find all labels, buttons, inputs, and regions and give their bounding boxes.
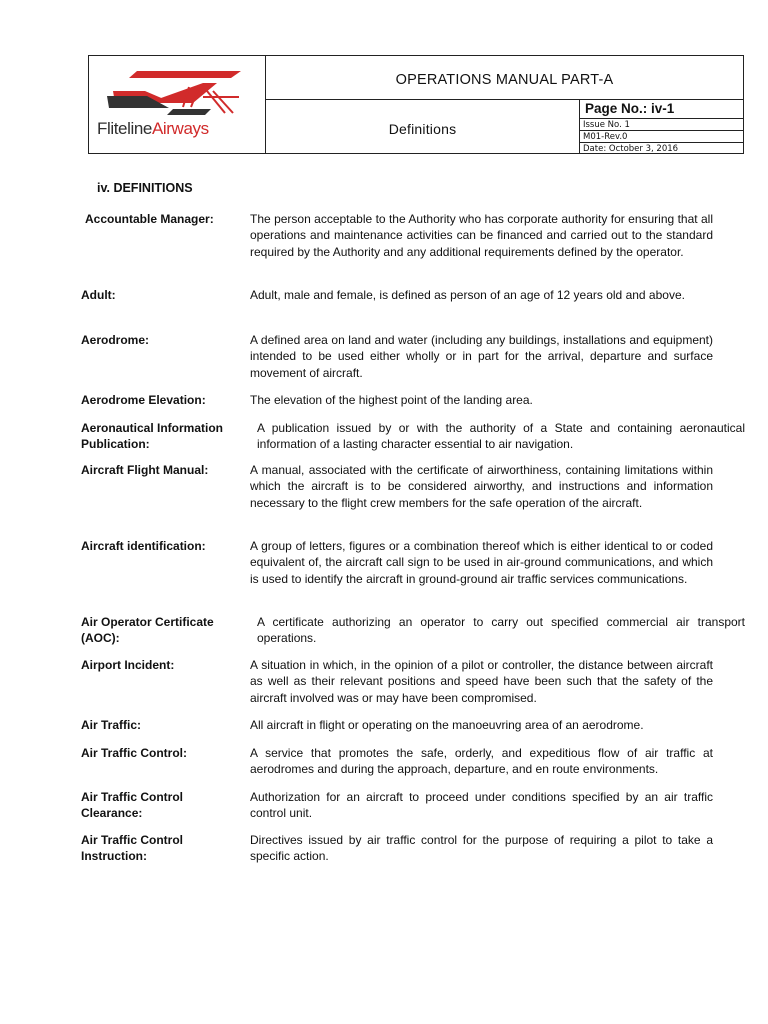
revision-row [580, 131, 743, 143]
brand-name-part1: Fliteline [97, 119, 152, 138]
definition-entry [81, 392, 745, 408]
definition-entry [81, 717, 745, 733]
definition-term: Adult: [81, 288, 116, 302]
section-title-cell [266, 100, 580, 153]
manual-title-row [266, 56, 743, 100]
definition-term: Aerodrome: [81, 333, 150, 347]
definition-term: Air Traffic Control Instruction: [81, 833, 184, 864]
definition-term: Air Traffic: [81, 718, 142, 732]
definition-text: All aircraft in flight or operating on the manoeuvring area of an aerodrome. [250, 718, 644, 732]
section-heading: iv. DEFINITIONS [97, 181, 193, 195]
definition-term: Airport Incident: [81, 658, 175, 672]
definition-term: Accountable Manager: [85, 212, 214, 226]
date-row [580, 143, 743, 155]
section-title: Definitions [388, 121, 457, 137]
definition-term: Aircraft identification: [81, 539, 206, 553]
definition-entry [81, 832, 745, 864]
page-number-row [580, 100, 743, 119]
definition-term: Air Operator Certificate (AOC): [81, 615, 214, 646]
definition-text: A manual, associated with the certificate of airworthiness, containing limitations within which the aircraft is to be considered airworthy, and instructions and information necessary to the flight crew members for the safe operation of the aircraft. [250, 463, 713, 510]
definition-entry [81, 287, 745, 319]
definition-entry [81, 538, 745, 602]
issue-row [580, 119, 743, 131]
definition-term: Aircraft Flight Manual: [81, 463, 209, 477]
definition-entry [81, 420, 745, 452]
definition-entry [81, 332, 745, 380]
definition-entry [81, 614, 745, 646]
manual-title: OPERATIONS MANUAL PART-A [395, 72, 614, 88]
definition-entry [81, 745, 745, 777]
definition-text: A certificate authorizing an operator to carry out specified commercial air transport operations. [257, 615, 745, 646]
definition-text: The person acceptable to the Authority who has corporate authority for ensuring that all operations and maintenance activities can be financed and carried out to the standard required by the Authority and any additional requirements defined by the operator. [250, 212, 713, 259]
definition-text: A publication issued by or with the authority of a State and containing aeronautical information of a lasting character essential to air navigation. [257, 421, 745, 452]
issue-number: Issue No. 1 [583, 120, 630, 130]
definition-entry [81, 211, 745, 275]
definition-text: The elevation of the highest point of the landing area. [250, 393, 533, 407]
definition-entry [81, 657, 745, 705]
document-meta [580, 100, 743, 153]
definition-term: Air Traffic Control: [81, 746, 188, 760]
definition-text: Directives issued by air traffic control for the purpose of requiring a pilot to take a specific action. [250, 833, 713, 864]
definition-term: Aerodrome Elevation: [81, 393, 206, 407]
definition-entry [81, 789, 745, 821]
brand-name-part2: Airways [151, 119, 209, 138]
definition-text: A situation in which, in the opinion of a pilot or controller, the distance between aircraft as well as their relevant positions and speed have been such that the safety of the aircraft involved was or may have been compromised. [250, 658, 713, 705]
document-header [88, 55, 744, 154]
definition-term: Air Traffic Control Clearance: [81, 790, 184, 821]
definition-text: A service that promotes the safe, orderly, and expeditious flow of air traffic at aerodromes and during the approach, departure, and en route environments. [250, 746, 713, 777]
fliteline-logo-icon [107, 69, 245, 117]
definition-entry [81, 462, 745, 526]
brand-name [97, 119, 209, 139]
definition-text: A group of letters, figures or a combination thereof which is either identical to or coded equivalent of, the aircraft call sign to be used in air-ground communications, and which is used to identify the aircraft in ground-ground air traffic services communications. [250, 539, 713, 586]
definition-text: A defined area on land and water (including any buildings, installations and equipment) intended to be used either wholly or in part for the arrival, departure and surface movement of aircraft. [250, 333, 713, 380]
page-number: Page No.: iv-1 [585, 101, 675, 116]
definition-text: Adult, male and female, is defined as person of an age of 12 years old and above. [250, 288, 685, 302]
definition-term: Aeronautical Information Publication: [81, 421, 224, 452]
issue-date: Date: October 3, 2016 [583, 144, 679, 154]
logo-cell [89, 56, 266, 153]
definition-text: Authorization for an aircraft to proceed under conditions specified by an air traffic control unit. [250, 790, 713, 821]
revision-number: M01-Rev.0 [583, 132, 628, 142]
